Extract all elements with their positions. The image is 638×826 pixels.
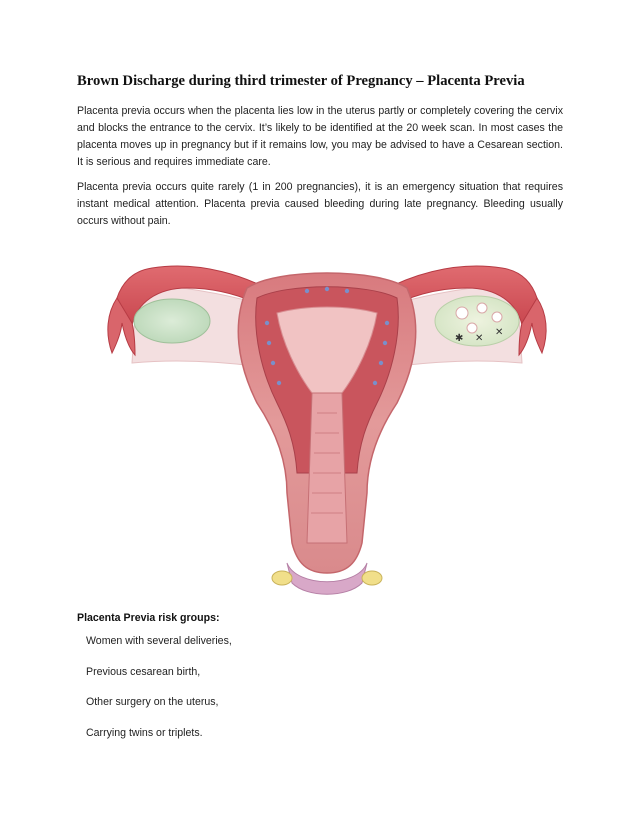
list-item: Women with several deliveries, xyxy=(86,635,232,647)
uterus-illustration xyxy=(77,243,577,603)
base-right-yellow xyxy=(362,571,382,585)
list-item: Carrying twins or triplets. xyxy=(86,726,203,739)
svg-text:✱: ✱ xyxy=(455,333,464,344)
list-item: Other surgery on the uterus, xyxy=(86,696,219,708)
base-left-yellow xyxy=(272,571,292,585)
list-item: Previous cesarean birth, xyxy=(86,665,201,678)
cervical-canal xyxy=(307,393,347,543)
risk-groups-heading: Placenta Previa risk groups: xyxy=(77,612,220,624)
ovary-left xyxy=(134,299,210,343)
uterus-model-image xyxy=(77,243,577,603)
risk-groups-list xyxy=(86,634,232,756)
document-title: Brown Discharge during third trimester of Pregnancy – Placenta Previa xyxy=(77,73,525,89)
svg-text:✕: ✕ xyxy=(495,327,504,338)
svg-text:✕: ✕ xyxy=(475,333,484,344)
paragraph-intro: Placenta previa occurs when the placenta lies low in the uterus partly or completely covering the cervix and blocks the entrance to the cervix. It’s likely to be identified at the 20 week scan. In most cases the placenta moves up in pregnancy but if it remains low, you may be advised to have a Cesarean section. It is serious and requires immediate care. xyxy=(77,105,563,169)
paragraph-rarity: Placenta previa occurs quite rarely (1 in 200 pregnancies), it is an emergency situation that requires instant medical attention. Placenta previa caused bleeding during late pregnancy. Bleeding usually occurs without pain. xyxy=(77,181,563,228)
